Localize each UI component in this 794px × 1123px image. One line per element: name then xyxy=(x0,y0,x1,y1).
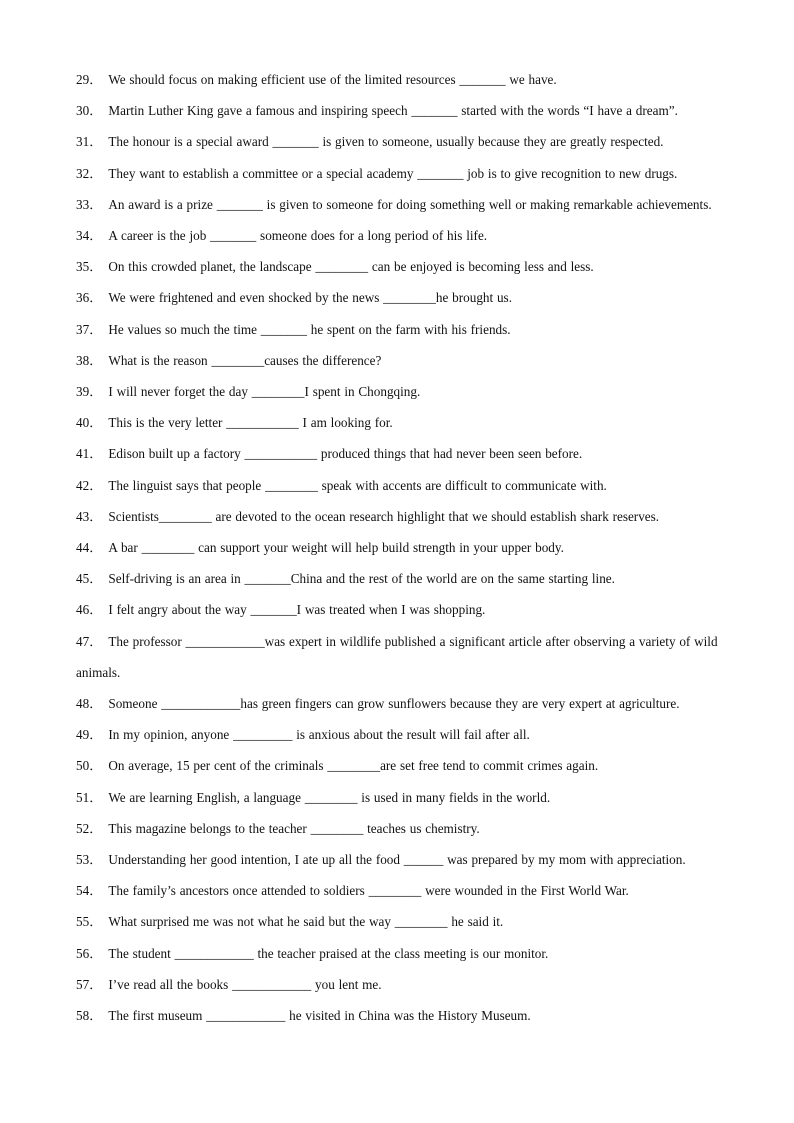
question-item xyxy=(76,407,726,438)
question-text: I will never forget the day ________I spent in Chongqing. xyxy=(108,384,421,400)
question-item xyxy=(76,875,726,906)
question-number: 53． xyxy=(76,852,103,868)
question-text: I’ve read all the books ____________ you lent me. xyxy=(108,976,382,992)
question-text: The professor ____________was expert in wildlife published a significant article after observing a variety of wild animals. xyxy=(76,633,718,680)
question-number: 41． xyxy=(76,446,103,462)
question-text: They want to establish a committee or a special academy _______ job is to give recognition to new drugs. xyxy=(108,165,678,181)
question-text: We were frightened and even shocked by the news ________he brought us. xyxy=(108,290,512,306)
question-text: What surprised me was not what he said but the way ________ he said it. xyxy=(108,914,504,930)
question-text: We should focus on making efficient use of the limited resources _______ we have. xyxy=(108,72,557,87)
question-number: 48． xyxy=(76,696,103,712)
question-item xyxy=(76,470,726,501)
question-text: On average, 15 per cent of the criminals ________are set free tend to commit crimes again. xyxy=(108,758,599,774)
question-item xyxy=(76,782,726,813)
question-text: Understanding her good intention, I ate up all the food ______ was prepared by my mom with appreciation. xyxy=(108,852,686,868)
question-number: 29． xyxy=(76,72,103,87)
question-text: On this crowded planet, the landscape ________ can be enjoyed is becoming less and less. xyxy=(108,259,594,275)
question-text: This is the very letter ___________ I am looking for. xyxy=(108,415,393,431)
question-number: 50． xyxy=(76,758,103,774)
question-text: He values so much the time _______ he spent on the farm with his friends. xyxy=(108,321,511,337)
question-text: The family’s ancestors once attended to soldiers ________ were wounded in the First World War. xyxy=(108,883,629,899)
question-text: Martin Luther King gave a famous and inspiring speech _______ started with the words “I have a dream”. xyxy=(108,103,678,119)
question-item xyxy=(76,750,726,781)
question-text: Scientists________ are devoted to the ocean research highlight that we should establish shark reserves. xyxy=(108,508,660,524)
question-item xyxy=(76,95,726,126)
question-text: The linguist says that people ________ speak with accents are difficult to communicate with. xyxy=(108,477,607,493)
question-text: Edison built up a factory ___________ produced things that had never been seen before. xyxy=(108,446,583,462)
question-item xyxy=(76,1000,726,1031)
question-number: 51． xyxy=(76,789,103,805)
question-item xyxy=(76,158,726,189)
question-number: 37． xyxy=(76,321,103,337)
question-number: 33． xyxy=(76,196,103,212)
question-list xyxy=(76,64,726,1031)
question-item xyxy=(76,906,726,937)
question-item xyxy=(76,969,726,1000)
question-text: We are learning English, a language ________ is used in many fields in the world. xyxy=(108,789,551,805)
question-item xyxy=(76,813,726,844)
question-number: 52． xyxy=(76,820,103,836)
question-number: 58． xyxy=(76,1008,103,1024)
question-number: 38． xyxy=(76,352,103,368)
question-number: 55． xyxy=(76,914,103,930)
question-number: 46． xyxy=(76,602,103,618)
question-item xyxy=(76,345,726,376)
question-number: 43． xyxy=(76,508,103,524)
question-text: The student ____________ the teacher praised at the class meeting is our monitor. xyxy=(108,945,549,961)
question-number: 31． xyxy=(76,134,103,150)
question-item xyxy=(76,126,726,157)
question-item xyxy=(76,220,726,251)
question-number: 40． xyxy=(76,415,103,431)
question-item xyxy=(76,501,726,532)
question-text: Someone ____________has green fingers can grow sunflowers because they are very expert at agriculture. xyxy=(108,696,680,712)
question-item xyxy=(76,251,726,282)
question-item xyxy=(76,189,726,220)
question-number: 47． xyxy=(76,633,103,649)
question-item xyxy=(76,844,726,875)
question-text: A bar ________ can support your weight will help build strength in your upper body. xyxy=(108,540,564,556)
question-item xyxy=(76,438,726,469)
question-number: 56． xyxy=(76,945,103,961)
question-text: In my opinion, anyone _________ is anxious about the result will fail after all. xyxy=(108,727,530,743)
question-number: 39． xyxy=(76,384,103,400)
question-text: I felt angry about the way _______I was treated when I was shopping. xyxy=(108,602,486,618)
question-item xyxy=(76,376,726,407)
question-text: What is the reason ________causes the difference? xyxy=(108,352,382,368)
question-number: 45． xyxy=(76,571,103,587)
question-number: 34． xyxy=(76,228,103,244)
question-item xyxy=(76,594,726,625)
question-text: An award is a prize _______ is given to someone for doing something well or making remarkable achievements. xyxy=(108,196,712,212)
question-text: The honour is a special award _______ is given to someone, usually because they are greatly respected. xyxy=(108,134,664,150)
question-number: 36． xyxy=(76,290,103,306)
question-item xyxy=(76,938,726,969)
question-item xyxy=(76,626,726,688)
question-item xyxy=(76,719,726,750)
question-item xyxy=(76,688,726,719)
question-item xyxy=(76,532,726,563)
question-text: This magazine belongs to the teacher ________ teaches us chemistry. xyxy=(108,820,480,836)
question-item xyxy=(76,64,726,95)
question-number: 49． xyxy=(76,727,103,743)
question-number: 42． xyxy=(76,477,103,493)
question-number: 32． xyxy=(76,165,103,181)
question-item xyxy=(76,314,726,345)
question-item xyxy=(76,282,726,313)
question-number: 57． xyxy=(76,976,103,992)
question-item xyxy=(76,563,726,594)
question-text: A career is the job _______ someone does for a long period of his life. xyxy=(108,228,488,244)
question-number: 30． xyxy=(76,103,103,119)
question-number: 54． xyxy=(76,883,103,899)
question-number: 44． xyxy=(76,540,103,556)
question-number: 35． xyxy=(76,259,103,275)
question-text: Self-driving is an area in _______China and the rest of the world are on the same starting line. xyxy=(108,571,615,587)
question-text: The first museum ____________ he visited in China was the History Museum. xyxy=(108,1008,531,1024)
